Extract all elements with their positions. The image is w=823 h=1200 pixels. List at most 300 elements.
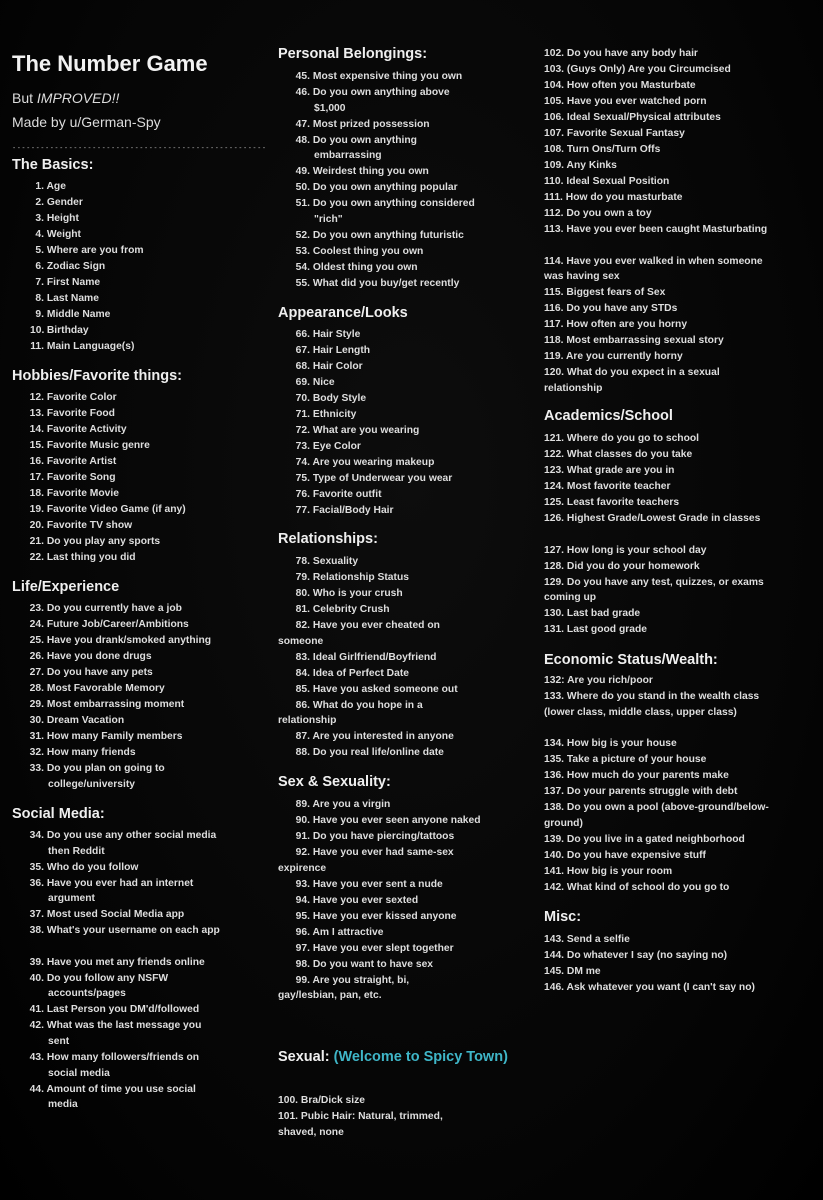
- list-item: 109. Any Kinks: [544, 160, 617, 171]
- list-item: [24, 390, 117, 406]
- divider: ------------------------------------------------------: [12, 144, 267, 152]
- list-item: 103. (Guys Only) Are you Circumcised: [544, 64, 731, 75]
- item-text: Most expensive thing you own: [310, 71, 463, 82]
- list-item: [290, 391, 366, 407]
- item-number: 26.: [29, 651, 44, 662]
- item-text: Have you ever cheated on someone: [278, 620, 440, 647]
- list-item: 139. Do you live in a gated neighborhood: [544, 833, 745, 845]
- subtitle: [12, 90, 119, 106]
- list-item: [290, 471, 452, 487]
- subtitle-prefix: But: [12, 90, 37, 106]
- item-number: 21.: [29, 536, 44, 547]
- item-number: 66.: [295, 329, 310, 340]
- list-item: [24, 761, 224, 792]
- list-item: 132: Are you rich/poor: [544, 675, 653, 686]
- item-text: Do you follow any NSFW accounts/pages: [44, 972, 169, 1000]
- item-text: Do you want to have sex: [310, 958, 434, 970]
- list-item: 140. Do you have expensive stuff: [544, 849, 706, 861]
- item-number: 38.: [29, 925, 44, 937]
- item-number: 39.: [29, 956, 44, 968]
- list-item: [290, 729, 454, 745]
- list-item: [24, 649, 152, 665]
- list-item: 113. Have you ever been caught Masturbating: [544, 224, 768, 235]
- item-number: 17.: [29, 472, 44, 483]
- list-item: [290, 877, 443, 893]
- list-item: [290, 260, 418, 276]
- item-number: 15.: [29, 440, 44, 451]
- item-number: 4.: [35, 229, 44, 240]
- list-item: [290, 650, 436, 666]
- list-item: [290, 196, 478, 227]
- list-item: [24, 617, 189, 633]
- item-text: Do you real life/online date: [310, 747, 444, 759]
- item-text: Are you straight, bi, gay/lesbian, pan, etc.: [278, 974, 410, 1002]
- item-number: 52.: [295, 229, 310, 241]
- item-text: What are you wearing: [310, 425, 420, 436]
- item-number: 97.: [295, 942, 310, 954]
- section-heading-text: Hobbies/Favorite things:: [12, 368, 182, 384]
- list-item: 115. Biggest fears of Sex: [544, 287, 666, 299]
- item-text: Birthday: [44, 325, 89, 336]
- list-item: [24, 713, 124, 729]
- item-number: 12.: [29, 392, 44, 403]
- item-number: 6.: [35, 261, 44, 272]
- list-item: [290, 69, 462, 85]
- list-item: [290, 164, 429, 180]
- item-text: What was the last message you sent: [44, 1020, 202, 1047]
- item-text: Amount of time you use social media: [44, 1083, 196, 1111]
- item-text: Favorite outfit: [310, 489, 382, 500]
- list-item: [290, 276, 459, 292]
- list-item: [278, 973, 454, 1004]
- item-text: Favorite Music genre: [44, 440, 150, 451]
- list-item: [290, 554, 358, 570]
- item-number: 92.: [295, 847, 310, 858]
- list-item: [24, 601, 182, 617]
- list-item: [30, 275, 100, 291]
- list-item: [24, 518, 132, 534]
- item-number: 29.: [29, 699, 44, 710]
- section-heading-text: Appearance/Looks: [278, 305, 408, 321]
- item-number: 14.: [29, 424, 44, 435]
- list-item: [290, 343, 370, 359]
- section-heading-life-experience: [12, 579, 119, 595]
- list-item: 100. Bra/Dick size: [278, 1095, 366, 1106]
- list-item: [24, 697, 184, 713]
- section-heading-personal-belongings: [278, 46, 427, 62]
- list-item: 118. Most embarrassing sexual story: [544, 335, 724, 347]
- section-heading-sex-sexuality: [278, 774, 391, 790]
- item-number: 54.: [295, 261, 310, 273]
- item-text: Eye Color: [310, 441, 361, 452]
- list-item: [290, 602, 390, 618]
- item-number: 30.: [29, 715, 44, 726]
- list-item: 124. Most favorite teacher: [544, 481, 671, 492]
- list-item: 116. Do you have any STDs: [544, 303, 678, 315]
- item-text: Are you wearing makeup: [310, 457, 435, 468]
- section-heading-accent: (Welcome to Spicy Town): [333, 1049, 508, 1065]
- item-number: 94.: [295, 894, 310, 906]
- item-text: Most used Social Media app: [44, 909, 185, 921]
- item-text: Future Job/Career/Ambitions: [44, 619, 189, 630]
- list-item: [278, 698, 454, 729]
- list-item: [30, 259, 105, 275]
- item-text: Have you done drugs: [44, 651, 152, 662]
- item-number: 36.: [29, 877, 44, 889]
- item-text: Where are you from: [44, 245, 144, 256]
- item-text: Have you asked someone out: [310, 683, 458, 695]
- author-credit: Made by u/German-Spy: [12, 114, 161, 130]
- item-number: 41.: [29, 1004, 44, 1016]
- item-text: Have you ever kissed anyone: [310, 910, 457, 922]
- item-number: 72.: [295, 425, 310, 436]
- item-text: Age: [44, 181, 66, 192]
- item-number: 44.: [29, 1083, 44, 1095]
- item-number: 9.: [35, 309, 44, 320]
- item-number: 86.: [295, 699, 310, 711]
- item-number: 79.: [295, 572, 310, 583]
- item-number: 85.: [295, 683, 310, 695]
- list-item: [278, 618, 454, 649]
- item-text: Favorite Movie: [44, 488, 119, 499]
- item-number: 89.: [295, 799, 310, 810]
- item-text: Main Language(s): [44, 341, 135, 352]
- item-text: Type of Underwear you wear: [310, 473, 453, 484]
- item-number: 87.: [295, 731, 310, 743]
- list-item: [24, 470, 116, 486]
- list-item: [278, 845, 454, 876]
- item-text: Coolest thing you own: [310, 245, 424, 257]
- item-text: Most embarrassing moment: [44, 699, 185, 710]
- list-item: 108. Turn Ons/Turn Offs: [544, 144, 661, 155]
- list-item: 138. Do you own a pool (above-ground/below-ground): [544, 802, 769, 829]
- item-number: 53.: [295, 245, 310, 257]
- item-text: Are you interested in anyone: [310, 731, 454, 743]
- list-item: [30, 291, 99, 307]
- list-item: [30, 195, 83, 211]
- list-item: 117. How often are you horny: [544, 319, 688, 331]
- list-item: [24, 502, 186, 518]
- list-item: 110. Ideal Sexual Position: [544, 176, 670, 187]
- item-text: Ideal Girlfriend/Boyfriend: [310, 651, 437, 663]
- list-item: [290, 423, 419, 439]
- section-heading-relationships: [278, 531, 378, 547]
- item-number: 48.: [295, 134, 310, 146]
- section-heading-appearance-looks: [278, 305, 408, 321]
- item-text: Have you ever sent a nude: [310, 878, 443, 890]
- list-item: 107. Favorite Sexual Fantasy: [544, 128, 685, 139]
- list-item: [24, 971, 224, 1002]
- item-number: 73.: [295, 441, 310, 452]
- list-item: [24, 729, 183, 745]
- item-text: Last Name: [44, 293, 99, 304]
- item-number: 83.: [295, 651, 310, 663]
- item-number: 35.: [29, 861, 44, 873]
- list-item: 102. Do you have any body hair: [544, 48, 698, 59]
- list-item: [290, 957, 433, 973]
- item-text: Most Favorable Memory: [44, 683, 165, 694]
- item-text: What did you buy/get recently: [310, 277, 460, 289]
- item-text: Sexuality: [310, 556, 359, 567]
- list-item: [24, 633, 211, 649]
- item-text: Do you own anything embarrassing: [310, 134, 417, 162]
- item-text: Do you own anything futuristic: [310, 229, 464, 241]
- list-item: [24, 665, 153, 681]
- list-item: [290, 829, 454, 845]
- item-text: Celebrity Crush: [310, 604, 390, 615]
- section-heading-text: Personal Belongings:: [278, 46, 428, 62]
- list-item: 127. How long is your school day: [544, 544, 707, 556]
- item-text: Favorite Video Game (if any): [44, 504, 186, 515]
- section-heading-text: Sex & Sexuality:: [278, 774, 391, 790]
- list-item: [290, 797, 390, 813]
- list-item: [290, 407, 356, 423]
- list-item: 121. Where do you go to school: [544, 433, 700, 444]
- item-text: Have you ever sexted: [310, 894, 419, 906]
- list-item: [24, 550, 136, 566]
- section-heading-the-basics: [12, 157, 93, 173]
- item-number: 91.: [295, 831, 310, 842]
- item-text: Do you have any pets: [44, 667, 153, 678]
- list-item: [24, 438, 150, 454]
- list-item: 142. What kind of school do you go to: [544, 881, 730, 893]
- item-number: 28.: [29, 683, 44, 694]
- item-number: 31.: [29, 731, 44, 742]
- item-text: Weight: [44, 229, 81, 240]
- item-text: Favorite Color: [44, 392, 117, 403]
- list-item: 145. DM me: [544, 966, 601, 977]
- list-item: [290, 503, 394, 519]
- item-number: 50.: [295, 182, 310, 194]
- item-text: Have you ever seen anyone naked: [310, 815, 481, 826]
- list-item: 128. Did you do your homework: [544, 560, 700, 572]
- list-item: [290, 487, 382, 503]
- list-item: 106. Ideal Sexual/Physical attributes: [544, 112, 721, 123]
- list-item: [24, 955, 205, 971]
- item-text: Dream Vacation: [44, 715, 125, 726]
- item-number: 33.: [29, 763, 44, 774]
- list-item: [24, 1050, 224, 1081]
- list-item: [24, 534, 160, 550]
- item-number: 45.: [295, 71, 310, 82]
- list-item: 146. Ask whatever you want (I can't say no): [544, 982, 755, 993]
- item-text: Body Style: [310, 393, 367, 404]
- list-item: 112. Do you own a toy: [544, 208, 652, 219]
- item-number: 22.: [29, 552, 44, 563]
- item-number: 46.: [295, 87, 310, 98]
- list-item: [290, 85, 478, 116]
- item-text: Ethnicity: [310, 409, 357, 420]
- item-text: Have you ever had an internet argument: [44, 877, 194, 905]
- item-number: 24.: [29, 619, 44, 630]
- page-title: The Number Game: [12, 51, 208, 76]
- list-item: 101. Pubic Hair: Natural, trimmed, shaved, none: [278, 1111, 443, 1138]
- item-text: Who is your crush: [310, 588, 403, 599]
- list-item: 137. Do your parents struggle with debt: [544, 786, 738, 798]
- item-number: 23.: [29, 603, 44, 614]
- item-text: Favorite TV show: [44, 520, 133, 531]
- item-number: 77.: [295, 505, 310, 516]
- list-item: [24, 907, 184, 923]
- item-text: First Name: [44, 277, 101, 288]
- list-item: [290, 244, 423, 260]
- list-item: 114. Have you ever walked in when someone was having sex: [544, 255, 763, 283]
- item-number: 32.: [29, 747, 44, 758]
- item-text: Hair Style: [310, 329, 361, 340]
- list-item: [30, 179, 66, 195]
- list-item: 143. Send a selfie: [544, 934, 630, 945]
- list-item: [290, 682, 458, 698]
- item-text: Do you play any sports: [44, 536, 161, 547]
- list-item: [290, 925, 383, 941]
- list-item: 111. How do you masturbate: [544, 192, 683, 203]
- list-item: [30, 323, 89, 339]
- item-number: 69.: [295, 377, 310, 388]
- section-heading-social-media: [12, 806, 105, 822]
- list-item: [290, 375, 335, 391]
- item-text: Hair Color: [310, 361, 363, 372]
- section-heading-misc: [544, 909, 581, 925]
- item-number: 16.: [29, 456, 44, 467]
- item-text: Do you currently have a job: [44, 603, 182, 614]
- item-text: Oldest thing you own: [310, 261, 418, 273]
- item-number: 84.: [295, 667, 310, 679]
- item-number: 82.: [295, 620, 310, 631]
- item-text: Do you own anything above $1,000: [310, 87, 450, 114]
- item-text: Facial/Body Hair: [310, 505, 394, 516]
- item-number: 2.: [35, 197, 44, 208]
- item-number: 5.: [35, 245, 44, 256]
- item-number: 75.: [295, 473, 310, 484]
- list-item: [290, 228, 464, 244]
- item-text: Most prized possession: [310, 118, 430, 130]
- item-number: 51.: [295, 198, 310, 210]
- item-number: 68.: [295, 361, 310, 372]
- item-text: Last thing you did: [44, 552, 136, 563]
- item-number: 3.: [35, 213, 44, 224]
- item-number: 98.: [295, 958, 310, 970]
- list-item: 120. What do you expect in a sexual relationship: [544, 367, 720, 394]
- list-item: 129. Do you have any test, quizzes, or exams coming up: [544, 576, 764, 604]
- item-text: Favorite Activity: [44, 424, 127, 435]
- item-number: 10.: [30, 325, 45, 336]
- section-heading-sexual: [278, 1049, 508, 1065]
- list-item: [30, 227, 81, 243]
- list-item: 126. Highest Grade/Lowest Grade in classes: [544, 513, 761, 524]
- item-text: Am I attractive: [310, 926, 384, 938]
- item-text: Have you ever had same-sex expirence: [278, 847, 454, 874]
- item-text: Have you ever slept together: [310, 942, 454, 954]
- item-number: 49.: [295, 166, 310, 178]
- item-text: Idea of Perfect Date: [310, 667, 409, 679]
- list-item: [24, 681, 165, 697]
- item-number: 25.: [29, 635, 44, 646]
- item-number: 70.: [295, 393, 310, 404]
- list-item: [24, 406, 115, 422]
- item-number: 19.: [29, 504, 44, 515]
- list-item: [24, 1082, 224, 1113]
- list-item: 123. What grade are you in: [544, 465, 675, 476]
- item-text: Favorite Song: [44, 472, 116, 483]
- item-number: 80.: [295, 588, 310, 599]
- list-item: [24, 1018, 224, 1049]
- list-item: [290, 909, 457, 925]
- list-item: [30, 243, 144, 259]
- list-item: [24, 860, 138, 876]
- item-text: Do you plan on going to college/university: [44, 763, 165, 790]
- section-heading-hobbies: [12, 368, 182, 384]
- section-heading-text: Economic Status/Wealth:: [544, 652, 718, 668]
- item-number: 8.: [35, 293, 44, 304]
- list-item: 136. How much do your parents make: [544, 770, 729, 782]
- list-item: [24, 1002, 199, 1018]
- item-number: 99.: [295, 974, 310, 986]
- list-item: [24, 454, 116, 470]
- list-item: [290, 893, 418, 909]
- item-text: Have you drank/smoked anything: [44, 635, 212, 646]
- item-text: What's your username on each app: [44, 925, 220, 937]
- item-number: 96.: [295, 926, 310, 938]
- list-item: 131. Last good grade: [544, 624, 647, 636]
- list-item: [290, 745, 444, 761]
- list-item: [290, 570, 409, 586]
- item-number: 74.: [295, 457, 310, 468]
- list-item: [290, 359, 363, 375]
- item-number: 20.: [29, 520, 44, 531]
- list-item: [24, 745, 136, 761]
- item-number: 71.: [295, 409, 310, 420]
- list-item: [290, 439, 361, 455]
- list-item: [30, 339, 134, 355]
- item-text: Nice: [310, 377, 335, 388]
- list-item: 141. How big is your room: [544, 865, 673, 877]
- list-item: [290, 586, 403, 602]
- item-text: Who do you follow: [44, 861, 139, 873]
- item-number: 67.: [295, 345, 310, 356]
- item-text: Hair Length: [310, 345, 371, 356]
- item-number: 27.: [29, 667, 44, 678]
- item-text: How many Family members: [44, 731, 183, 742]
- list-item: 144. Do whatever I say (no saying no): [544, 950, 728, 961]
- list-item: [290, 180, 458, 196]
- list-item: [290, 455, 434, 471]
- item-number: 40.: [29, 972, 44, 984]
- list-item: 125. Least favorite teachers: [544, 497, 680, 508]
- item-text: How many followers/friends on social media: [44, 1052, 200, 1079]
- item-number: 13.: [29, 408, 44, 419]
- section-heading-text: Relationships:: [278, 531, 378, 547]
- list-item: [290, 327, 360, 343]
- item-text: How many friends: [44, 747, 136, 758]
- item-number: 95.: [295, 910, 310, 922]
- list-item: [24, 422, 127, 438]
- section-heading-text: Sexual:: [278, 1049, 334, 1065]
- item-text: Height: [44, 213, 79, 224]
- item-text: Zodiac Sign: [44, 261, 106, 272]
- list-item: [290, 813, 481, 829]
- list-item: 135. Take a picture of your house: [544, 754, 707, 766]
- list-item: 119. Are you currently horny: [544, 351, 683, 363]
- section-heading-academics-school: [544, 408, 673, 424]
- list-item: [24, 486, 119, 502]
- item-number: 7.: [35, 277, 44, 288]
- item-number: 43.: [29, 1052, 44, 1063]
- item-text: Have you met any friends online: [44, 956, 205, 968]
- list-item: [24, 828, 224, 859]
- list-item: [290, 117, 430, 133]
- item-text: Favorite Artist: [44, 456, 117, 467]
- section-heading-text: The Basics:: [12, 157, 94, 173]
